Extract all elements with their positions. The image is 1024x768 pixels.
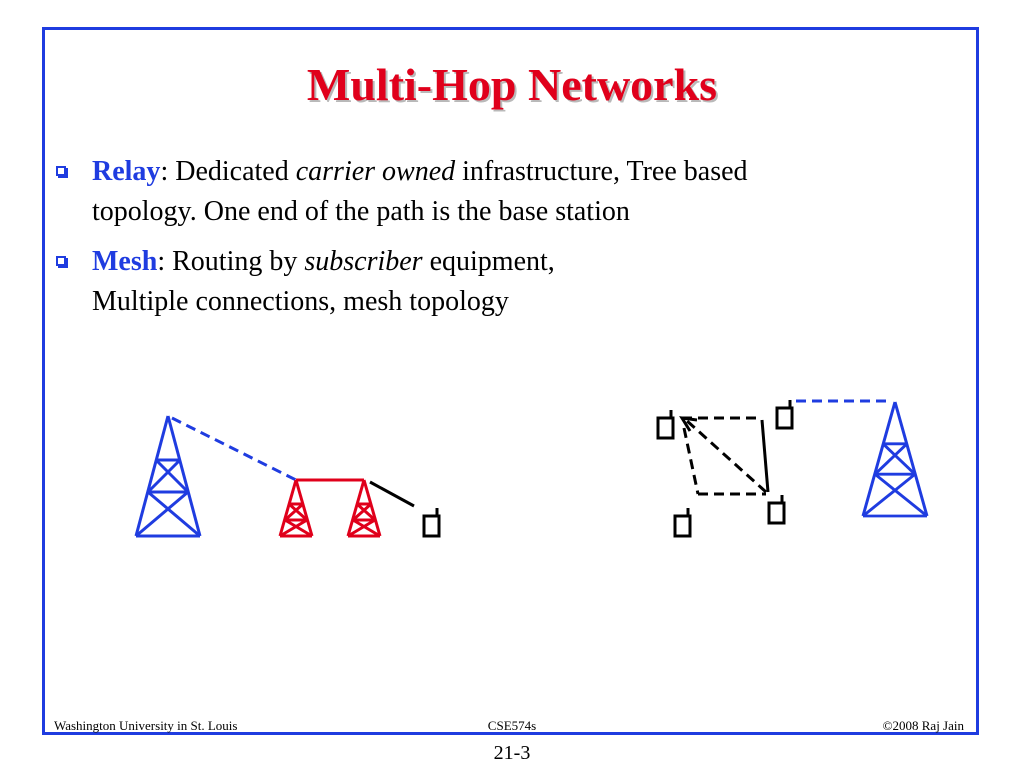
- mesh-link: [762, 420, 768, 492]
- footer-copyright: ©2008 Raj Jain: [882, 718, 964, 733]
- relay-diagram: [136, 416, 439, 536]
- footer-institution: Washington University in St. Louis: [54, 718, 238, 733]
- access-link: [370, 482, 414, 506]
- subscriber-handset-icon: [424, 508, 439, 536]
- subscriber-handset-icon: [769, 495, 784, 523]
- mesh-diagram: [658, 400, 927, 536]
- page-number: 21-3: [493, 742, 531, 764]
- relay-station-tower-icon: [348, 480, 380, 536]
- mesh-link: [684, 428, 698, 494]
- term-mesh: Mesh: [92, 246, 158, 277]
- slide-title: Multi-Hop Networks: [306, 59, 718, 110]
- mesh-link: [686, 420, 766, 492]
- bullet-text: : Dedicated: [160, 156, 296, 187]
- subscriber-handset-icon: [658, 410, 673, 438]
- bullet-text: equipment,: [422, 246, 555, 277]
- bullet-emphasis: subscriber: [304, 246, 423, 277]
- term-relay: Relay: [92, 156, 161, 187]
- base-station-tower-icon: [136, 416, 200, 536]
- subscriber-handset-icon: [675, 508, 690, 536]
- bullet-text: : Routing by: [157, 246, 305, 277]
- bullet-text: infrastructure, Tree based: [455, 156, 748, 187]
- bullet-emphasis: carrier owned: [295, 156, 456, 187]
- footer-course: CSE574s: [487, 718, 537, 733]
- base-station-tower-icon: [863, 402, 927, 516]
- bullet-text-line2: topology. One end of the path is the base station: [92, 196, 630, 227]
- bullet-text-line2: Multiple connections, mesh topology: [92, 286, 509, 317]
- wireless-link: [172, 418, 296, 480]
- relay-station-tower-icon: [280, 480, 312, 536]
- subscriber-handset-icon: [777, 400, 792, 428]
